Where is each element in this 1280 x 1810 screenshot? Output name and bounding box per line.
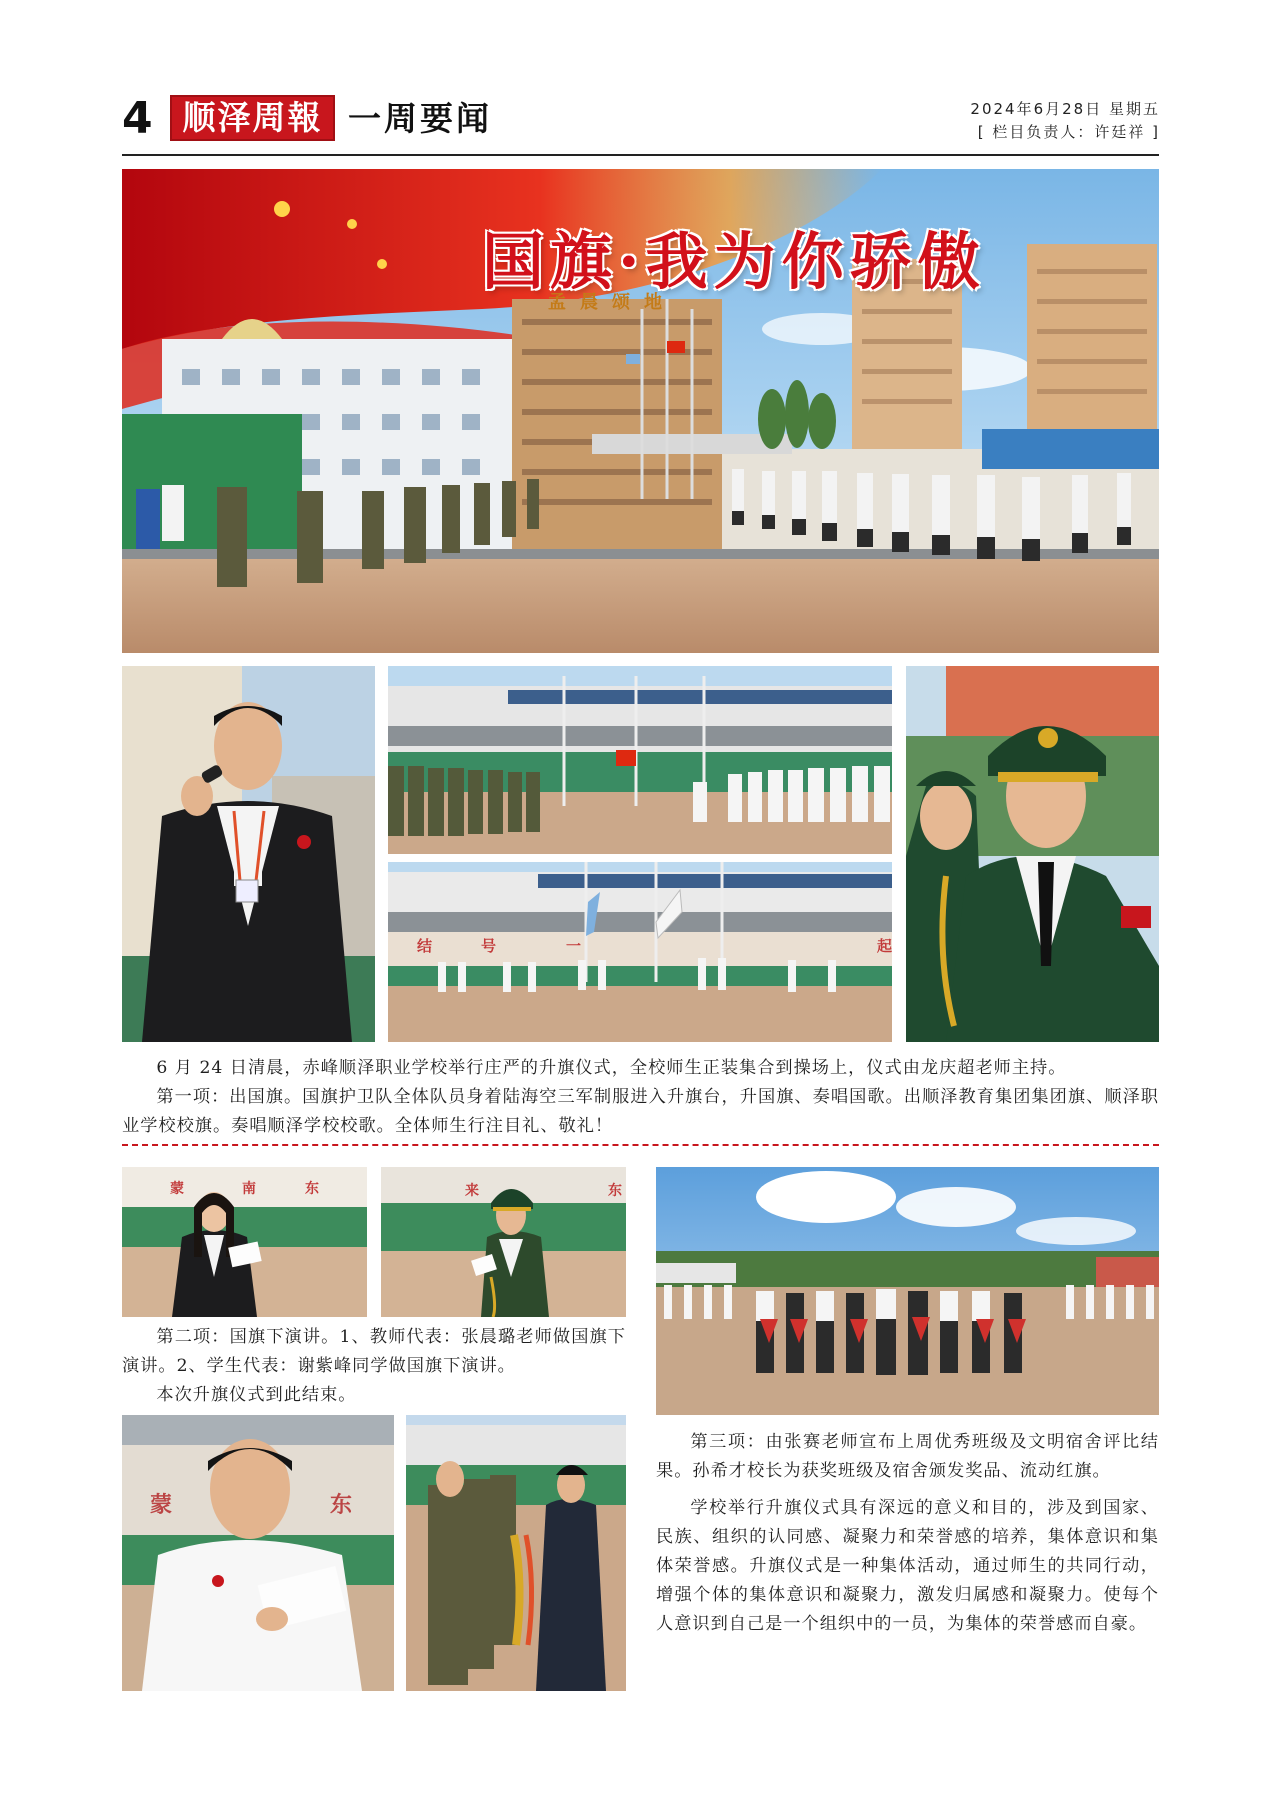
honor-guard-photo: [906, 666, 1159, 1042]
banner-title: 国旗·我为你骄傲: [482, 225, 986, 298]
flags-raised-photo: [388, 862, 892, 1042]
paper-logo: 顺泽周報: [170, 95, 335, 141]
intro-paragraph: 第一项：出国旗。国旗护卫队全体队员身着陆海空三军制服进入升旗台，升国旗、奏唱国歌。出顺泽教育集团集团旗、顺泽职业学校校旗。奏唱顺泽学校校歌。全体师生行注目礼、敬礼！: [122, 1087, 1159, 1136]
header-rule: [122, 154, 1159, 156]
student-speech-photo: [381, 1167, 626, 1317]
section-title: 一周要闻: [348, 99, 492, 138]
speech-paragraph: 本次升旗仪式到此结束。: [156, 1385, 357, 1405]
wall-slogan: 一: [566, 937, 582, 955]
wall-slogan: 蒙: [150, 1493, 173, 1518]
intro-paragraph: 6 月 24 日清晨，赤峰顺泽职业学校举行庄严的升旗仪式，全校师生正装集合到操场上，仪式由龙庆超老师主持。: [156, 1058, 1067, 1078]
awards-article: [656, 1428, 1159, 1639]
issue-date: 2024年6月28日 星期五: [970, 100, 1160, 118]
speech-paragraph: 第二项：国旗下演讲。1、教师代表：张晨璐老师做国旗下演讲。2、学生代表：谢紫峰同学做国旗下演讲。: [122, 1327, 626, 1376]
intro-article: [122, 1054, 1159, 1141]
wall-slogan: 东: [305, 1181, 319, 1197]
page-number: 4: [122, 93, 153, 144]
host-speaking-photo: [122, 666, 375, 1042]
wall-slogan: 东: [330, 1493, 353, 1518]
wall-slogan: 结: [417, 937, 433, 955]
section-divider: [122, 1144, 1159, 1146]
award-presentation-photo: [406, 1415, 626, 1691]
column-editor: [ 栏目负责人：许廷祥 ]: [977, 123, 1160, 141]
wall-slogan: 蒙: [170, 1181, 184, 1197]
awards-paragraph: 第三项：由张赛老师宣布上周优秀班级及文明宿舍评比结果。孙希才校长为获奖班级及宿舍颁发奖品、流动红旗。: [656, 1432, 1159, 1481]
ceremony-crowd-photo: [388, 666, 892, 854]
wall-slogan: 东: [608, 1183, 622, 1199]
speech-article: [122, 1323, 626, 1410]
wall-slogan: 号: [481, 937, 497, 955]
award-winners-photo: [656, 1167, 1159, 1415]
awards-paragraph: 学校举行升旗仪式具有深远的意义和目的，涉及到国家、民族、组织的认同感、凝聚力和荣誉感的培养，集体意识和集体荣誉感。升旗仪式是一种集体活动，通过师生的共同行动，增强个体的集体意识和凝聚力，激发归属感和凝聚力。使每个人意识到自己是一个组织中的一员，为集体的荣誉感而自豪。: [656, 1498, 1159, 1634]
wall-slogan: 来: [465, 1183, 479, 1199]
wall-slogan: 南: [242, 1181, 256, 1197]
roof-sign: 孟晨颂地: [548, 292, 676, 313]
student-reading-photo: [122, 1415, 394, 1691]
wall-slogan: 起: [877, 937, 893, 955]
